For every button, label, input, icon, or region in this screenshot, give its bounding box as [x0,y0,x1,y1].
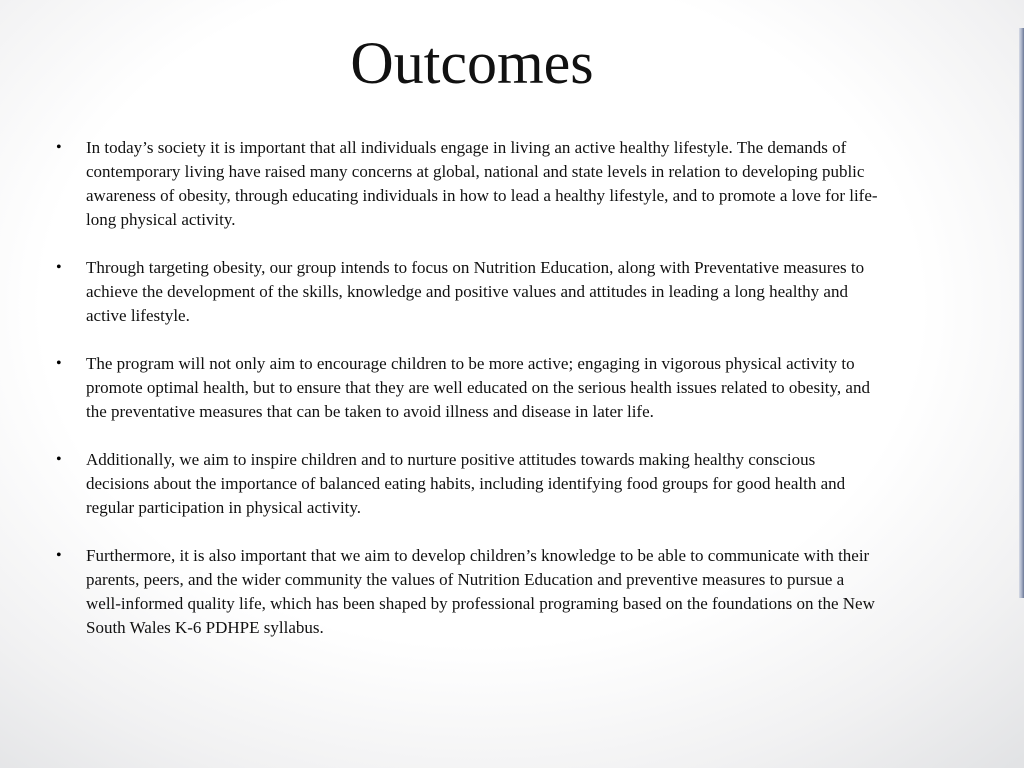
bullet-marker: • [56,355,62,372]
bullet-text: Additionally, we aim to inspire children and to nurture positive attitudes towards making healthy conscious decisions about the importance of balanced eating habits, including identifying food groups for good health and regular participation in physical activity. [86,450,846,517]
bullet-list [56,136,882,664]
bullet-marker: • [56,259,62,276]
bullet-item [56,448,882,520]
bullet-marker: • [56,547,62,564]
slide-edge-accent [1019,28,1024,598]
bullet-item [56,544,882,640]
bullet-item [56,136,882,232]
bullet-text: The program will not only aim to encourage children to be more active; engaging in vigorous physical activity to promote optimal health, but to ensure that they are well educated on the serious health issues related to obesity, and the preventative measures that can be taken to avoid illness and disease in later life. [86,354,870,421]
bullet-text: Through targeting obesity, our group intends to focus on Nutrition Education, along with Preventative measures to achieve the development of the skills, knowledge and positive values and attitudes in leading a long healthy and active lifestyle. [86,258,865,325]
bullet-marker: • [56,139,62,156]
bullet-text: In today’s society it is important that all individuals engage in living an active healthy lifestyle. The demands of contemporary living have raised many concerns at global, national and state levels in relation to developing public awareness of obesity, through educating individuals in how to lead a healthy lifestyle, and to promote a love for life-long physical activity. [86,138,878,229]
slide-title: Outcomes [350,30,594,96]
bullet-marker: • [56,451,62,468]
bullet-item [56,256,882,328]
bullet-item [56,352,882,424]
bullet-text: Furthermore, it is also important that we aim to develop children’s knowledge to be able to communicate with their parents, peers, and the wider community the values of Nutrition Education and preventive measures to pursue a well-informed quality life, which has been shaped by professional programing based on the foundations on the New South Wales K-6 PDHPE syllabus. [86,546,875,637]
